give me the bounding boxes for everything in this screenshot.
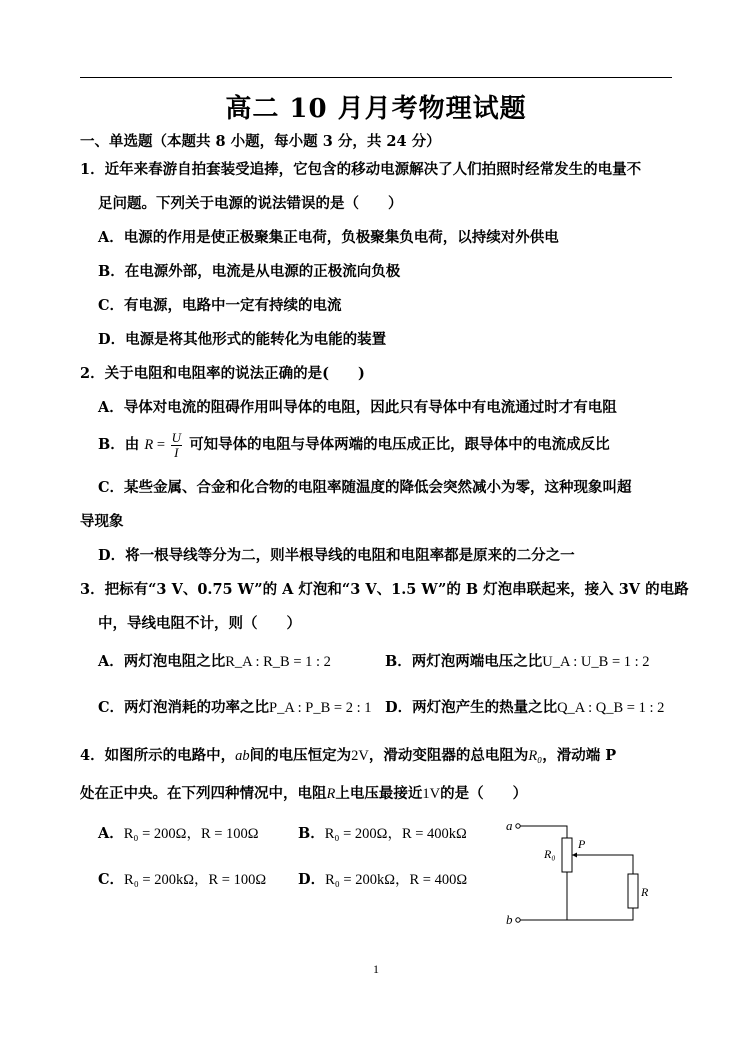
q4-option-a-label: A． [98, 825, 124, 842]
q4-option-a [98, 824, 259, 844]
q3-stem-line2: 中，导线电阻不计，则（ ） [98, 615, 301, 632]
q1-stem-line2: 足问题。下列关于电源的说法错误的是（ ） [98, 195, 403, 212]
label-r: R [641, 885, 649, 899]
terminal-b [516, 918, 520, 922]
q4-option-c-label: C． [98, 871, 125, 888]
label-p: P [578, 837, 586, 851]
q4-stem1-v: 2V [351, 748, 369, 764]
q2-formula-denominator: I [174, 444, 179, 460]
q2-formula-numerator: U [171, 429, 182, 445]
q1-option-c: C．有电源，电路中一定有持续的电流 [98, 297, 342, 314]
q2-option-c-line1: C．某些金属、合金和化合物的电阻率随温度的降低会突然减小为零，这种现象叫超 [98, 479, 632, 496]
rheostat-r0 [562, 838, 572, 872]
header-rule [80, 77, 672, 78]
q2-formula-eq: = [153, 437, 169, 453]
q4-option-b-math: R₀ = 200Ω，R = 400kΩ [324, 826, 467, 842]
q4-stem1-b: 间的电压恒定为 [249, 747, 352, 764]
q2-stem: 2．关于电阻和电阻率的说法正确的是( ) [80, 365, 365, 382]
q2-option-b-prefix: B．由 [98, 436, 140, 453]
q3-option-c-math: P_A : P_B = 2 : 1 [269, 700, 372, 716]
q1-option-d: D．电源是将其他形式的能转化为电能的装置 [98, 331, 387, 348]
page-title: 高二 10 月月考物理试题 [225, 94, 527, 124]
q4-stem1-c: ，滑动变阻器的总电阻为 [368, 747, 529, 764]
q1-stem-line1: 1．近年来春游自拍套装受追捧，它包含的移动电源解决了人们拍照时经常发生的电量不 [80, 161, 642, 178]
q2-option-d: D．将一根导线等分为二，则半根导线的电阻和电阻率都是原来的二分之一 [98, 547, 575, 564]
q4-option-d-math: R₀ = 200kΩ，R = 400Ω [325, 872, 468, 888]
q4-stem2-r: R [326, 786, 336, 802]
q4-option-c-math: R₀ = 200kΩ，R = 100Ω [124, 872, 267, 888]
q3-option-a [98, 652, 331, 672]
label-b: b [506, 912, 513, 927]
q4-stem2-v: 1V [422, 786, 441, 802]
wire-r-bottom [567, 908, 633, 920]
q2-formula-r: R [144, 437, 154, 453]
q3-option-d-math: Q_A : Q_B = 1 : 2 [557, 700, 665, 716]
q2-formula-fraction [171, 431, 182, 460]
q2-option-c-line2: 导现象 [80, 513, 124, 530]
q4-option-d-label: D． [298, 871, 326, 888]
q3-option-b-text: B．两灯泡两端电压之比 [385, 653, 543, 670]
q3-option-a-math: R_A : R_B = 1 : 2 [225, 654, 331, 670]
q3-option-c-text: C．两灯泡消耗的功率之比 [98, 699, 270, 716]
label-r0: R₀ [544, 847, 556, 861]
label-a: a [506, 818, 513, 833]
q4-option-b [298, 824, 467, 844]
q3-stem-line1: 3．把标有“3 V、0.75 W”的 A 灯泡和“3 V、1.5 W”的 B 灯泡串联起来，接入 3V 的电路 [80, 581, 689, 598]
q3-option-b [385, 652, 650, 672]
q1-option-b: B．在电源外部，电流是从电源的正极流向负极 [98, 263, 401, 280]
q4-option-c [98, 870, 266, 890]
q4-stem2-a: 处在正中央。在下列四种情况中，电阻 [80, 785, 327, 802]
q4-stem1-a: 4．如图所示的电路中， [80, 747, 236, 764]
q4-stem-line1 [80, 746, 616, 766]
q4-option-b-label: B． [298, 825, 325, 842]
q3-option-d-text: D．两灯泡产生的热量之比 [385, 699, 558, 716]
slider-arrow-icon [572, 853, 577, 858]
q4-option-d [298, 870, 467, 890]
q4-option-a-math: R₀ = 200Ω，R = 100Ω [123, 826, 259, 842]
q3-option-d [385, 698, 664, 718]
circuit-diagram [500, 812, 650, 932]
q4-stem1-d: ，滑动端 P [542, 747, 617, 764]
q2-option-b [98, 428, 610, 462]
q3-option-b-math: U_A : U_B = 1 : 2 [542, 654, 650, 670]
wire-slider [580, 855, 633, 874]
q2-option-a: A．导体对电流的阻碍作用叫导体的电阻，因此只有导体中有电流通过时才有电阻 [98, 399, 617, 416]
q1-option-a: A．电源的作用是使正极聚集正电荷，负极聚集负电荷，以持续对外供电 [98, 229, 559, 246]
q4-stem2-c: 的是（ ） [440, 785, 528, 802]
q4-stem1-r0: R₀ [528, 748, 543, 764]
wire-b [520, 872, 567, 920]
q3-option-c [98, 698, 372, 718]
section-heading: 一、单选题（本题共 8 小题，每小题 3 分，共 24 分） [80, 133, 441, 150]
q4-stem2-b: 上电压最接近 [335, 785, 423, 802]
q4-stem1-ab: ab [235, 748, 250, 764]
q2-option-b-suffix: 可知导体的电阻与导体两端的电压成正比，跟导体中的电流成反比 [189, 436, 610, 453]
page-number: 1 [373, 962, 379, 976]
terminal-a [516, 824, 520, 828]
wire-a [520, 826, 567, 838]
q3-option-a-text: A．两灯泡电阻之比 [98, 653, 226, 670]
resistor-r [628, 874, 638, 908]
q4-stem-line2 [80, 784, 527, 804]
